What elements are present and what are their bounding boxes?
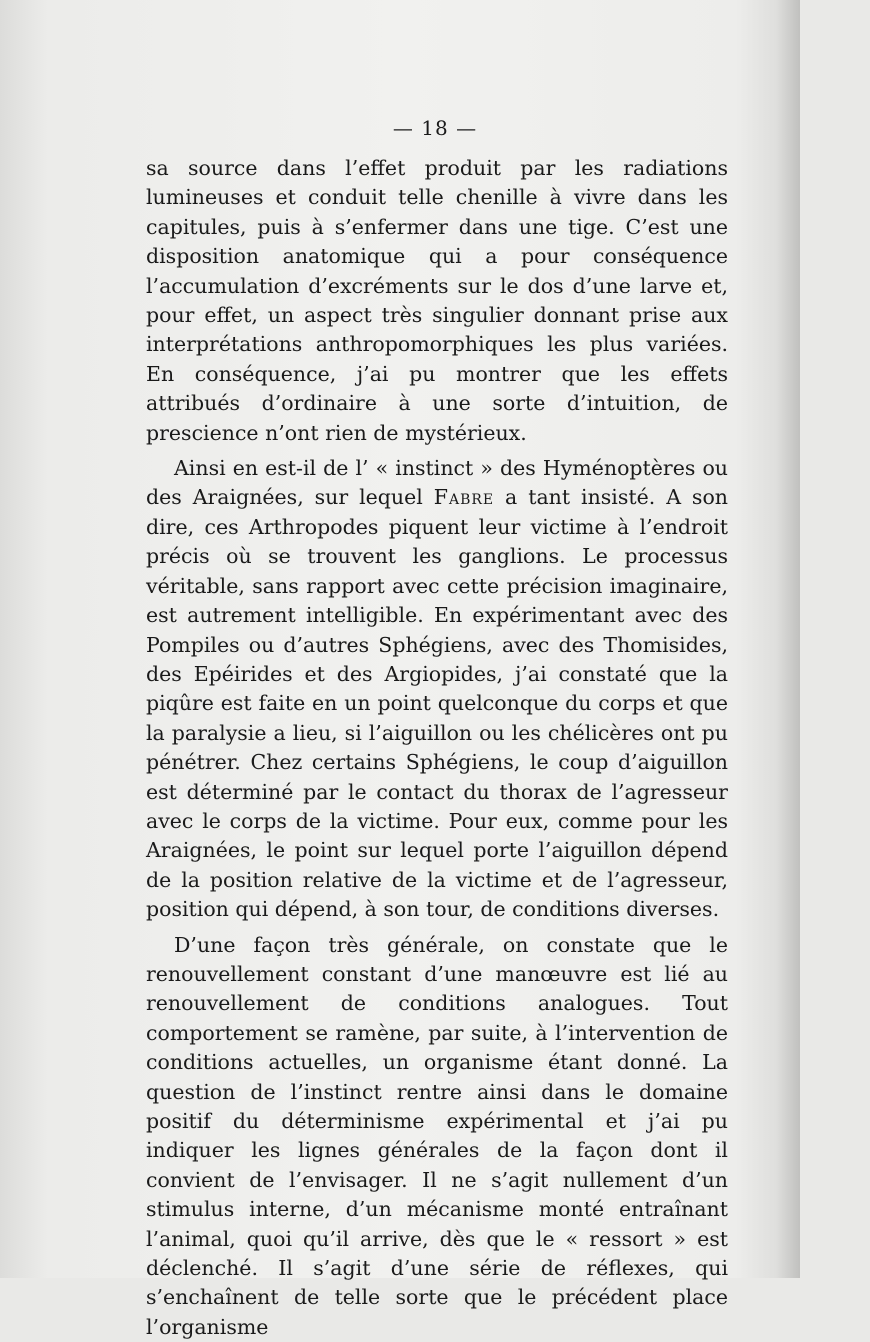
paragraph-1: sa source dans l’effet produit par les radiations lumineuses et conduit telle chenille à vivre dans les capitules, puis à s’enfermer dans une tige. C’est une disposition anatomique qui a pour conséquence l’accumulation d’excréments sur le dos d’une larve et, pour effet, un aspect très singulier donnant prise aux interprétations anthropomorphiques les plus variées. En conséquence, j’ai pu montrer que les effets attribués d’ordinaire à une sorte d’intuition, de prescience n’ont rien de mystérieux.: [146, 156, 728, 445]
body-text: [146, 154, 728, 1342]
author-name-fabre: Fabre: [433, 485, 495, 510]
paragraph-2-before: Ainsi en est-il de l’ « instinct » des Hyménoptères ou des Araignées, sur lequel: [146, 456, 728, 510]
paragraph-2: [146, 454, 728, 925]
page-edge-shadow: [776, 0, 800, 1278]
paragraph-2-after: a tant insisté. A son dire, ces Arthropodes piquent leur victime à l’endroit précis où se trouvent les ganglions. Le processus véritable, sans rapport avec cette précision imaginaire, est autrement intelligible. En expérimentant avec des Pompiles ou d’autres Sphégiens, avec des Thomisides, des Epéirides et des Argiopides, j’ai constaté que la piqûre est faite en un point quelconque du corps et que la paralysie a lieu, si l’aiguillon ou les chélicères ont pu pénétrer. Chez certains Sphégiens, le coup d’aiguillon est déterminé par le contact du thorax de l’agresseur avec le corps de la victime. Pour eux, comme pour les Araignées, le point sur lequel porte l’aiguillon dépend de la position relative de la victime et de l’agresseur, position qui dépend, à son tour, de conditions diverses.: [146, 485, 728, 922]
page-number: — 18 —: [392, 116, 478, 140]
paragraph-3: D’une façon très générale, on constate que le renouvellement constant d’une manœuvre est lié au renouvellement de conditions analogues. Tout comportement se ramène, par suite, à l’intervention de conditions actuelles, un organisme étant donné. La question de l’instinct rentre ainsi dans le domaine positif du déterminisme expérimental et j’ai pu indiquer les lignes générales de la façon dont il convient de l’envisager. Il ne s’agit nullement d’un stimulus interne, d’un mécanisme monté entraînant l’animal, quoi qu’il arrive, dès que le « ressort » est déclenché. Il s’agit d’une série de réflexes, qui s’enchaînent de telle sorte que le précédent place l’organisme: [146, 932, 728, 1339]
